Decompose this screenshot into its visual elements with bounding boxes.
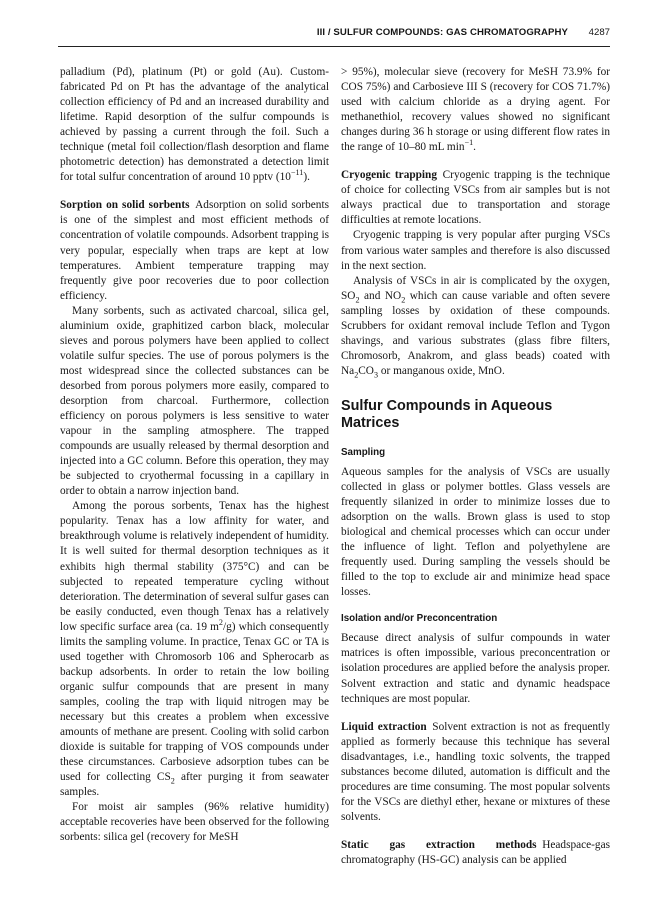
- paragraph: > 95%), molecular sieve (recovery for MeSH 73.9% for COS 75%) and Carbosieve III S (recovery for COS 71.7%) used with calcium chloride as a drying agent. For methanethiol, recovery values showed no significant changes during 36 h storage or using different flow rates in the range of 10–80 mL $\min^{-1}$.: [341, 66, 610, 154]
- paragraph-cryogenic: Cryogenic trapping Cryogenic trapping is the technique of choice for collecting VSCs from air samples but is not always practical due to transportation and storage difficulties at remote locations.: [341, 169, 610, 227]
- paragraph: palladium (Pd), platinum (Pt) or gold (Au). Custom-fabricated Pd on Pt has the advantage of the analytical collection efficiency of Pd and an increased durability and lifetime. Rapid desorption of the sulfur compounds is achieved by passing a current through the foil. Such a technique (metal foil collection/flash desorption and flame photometric detection) has demonstrated a detection limit for total sulfur concentration of around 10 pptv $(10^{-11})$.: [60, 66, 329, 184]
- paragraph-liquid-extraction: Liquid extraction Solvent extraction is not as frequently applied as formerly because this technique has several disadvantages, i.e., handling toxic solvents, the trapped substances become diluted, automation is difficult and the procedures are time consuming. The most popular solvents for the VSCs are diethyl ether, hexane or mixtures of these solvents.: [341, 720, 610, 823]
- run-in-heading: Liquid extraction: [341, 720, 427, 733]
- paragraph: Aqueous samples for the analysis of VSCs are usually collected in glass or polymer bottles. Glass vessels are frequently silanized in order to minimize losses due to adsorption on the walls. Brown glass is used to stop biological and chemical processes which can occur under the influence of light. Teflon and polyethylene are frequently used. During sampling the vessels should be filled to the top to exclude air and minimize head space losses.: [341, 465, 610, 599]
- page-number: 4287: [588, 27, 610, 38]
- subsection-heading: Isolation and/or Preconcentration: [341, 613, 498, 625]
- paragraph: For moist air samples (96% relative humidity) acceptable recoveries have been observed for the following sorbents: silica gel (recovery for MeSH: [60, 801, 329, 844]
- header-title: III / SULFUR COMPOUNDS: GAS CHROMATOGRAPHY: [316, 27, 568, 38]
- paragraph-static-gas: Static gas extraction methods Headspace-gas chromatography (HS-GC) analysis can be applied: [341, 838, 610, 866]
- left-column: [60, 65, 329, 845]
- paragraph: Cryogenic trapping is very popular after purging VSCs from various water samples and therefore is also discussed in the next section.: [341, 229, 610, 272]
- paragraph: Analysis of VSCs in air is complicated by the oxygen, $SO_2$ and $NO_2$ which can cause variable and often severe sampling losses by oxidation of these compounds. Scrubbers for oxidant removal include Teflon and Tygon shavings, and various substrates (glass fibre filters, Chromosorb, Anakrom, and glass beads) coated with $Na_2CO_3$ or manganous oxide, MnO.: [341, 274, 610, 380]
- right-column: [341, 65, 610, 868]
- section-heading: Sulfur Compounds in Aqueous Matrices: [341, 397, 553, 431]
- paragraph: Many sorbents, such as activated charcoal, silica gel, aluminium oxide, graphitized carbon black, molecular sieves and porous polymers have been applied to collect volatile sulfur species. The use of porous polymers is the most widespread since the collected substances can be desorbed from porous polymers more easily, compared to desorption from charcoal. Furthermore, collection efficiency on porous polymers is less sensitive to water vapour in the sampling atmosphere. The trapped compounds are usually released by thermal desorption and injected into a GC column. Before this operation, they may be subjected to cryothermal focussing in a capillary in order to obtain a narrow injection band.: [60, 304, 329, 498]
- paragraph-sorption: Sorption on solid sorbents Adsorption on solid sorbents is one of the simplest and most efficient methods of concentration of volatile compounds. Adsorbent trapping is very popular, especially when traps are kept at low temperatures. Ambient temperature trapping may frequently give poor recoveries due to poor collection efficiency.: [60, 199, 329, 302]
- paragraph: Because direct analysis of sulfur compounds in water matrices is often impossible, various preconcentration or isolation procedures are applied before the analysis proper. Solvent extraction and static and dynamic headspace techniques are most popular.: [341, 632, 610, 705]
- run-in-heading: Cryogenic trapping: [341, 169, 437, 182]
- paragraph: Among the porous sorbents, Tenax has the highest popularity. Tenax has a low affinity for water, and breakthrough volume is relatively independent of humidity. It is well suited for thermal desorption techniques as it exhibits high thermal stability (375°C) and can be subjected to repeated temperature cycling without deterioration. The determination of several sulfur gases can be easily conducted, even though Tenax has a relatively low specific surface area (ca. 19 $m^2/g$) which consequently limits the sampling volume. In practice, Tenax GC or TA is used together with Chromosorb 106 and Spherocarb as backup adsorbents. In order to retain the low boiling organic sulfur compounds that are present in many samples, cooling the trap with liquid nitrogen may be necessary but this creates a problem when excessive amounts of methane are present. Cooling with solid carbon dioxide is suitable for trapping of VOS compounds under these circumstances. Carbosieve adsorption tubes can be used for collecting $CS_2$ after purging it from seawater samples.: [60, 500, 329, 799]
- subsection-heading: Sampling: [341, 446, 386, 458]
- run-in-heading: Sorption on solid sorbents: [60, 199, 190, 212]
- run-in-heading: Static gas extraction methods: [341, 838, 537, 851]
- running-header: [58, 24, 610, 47]
